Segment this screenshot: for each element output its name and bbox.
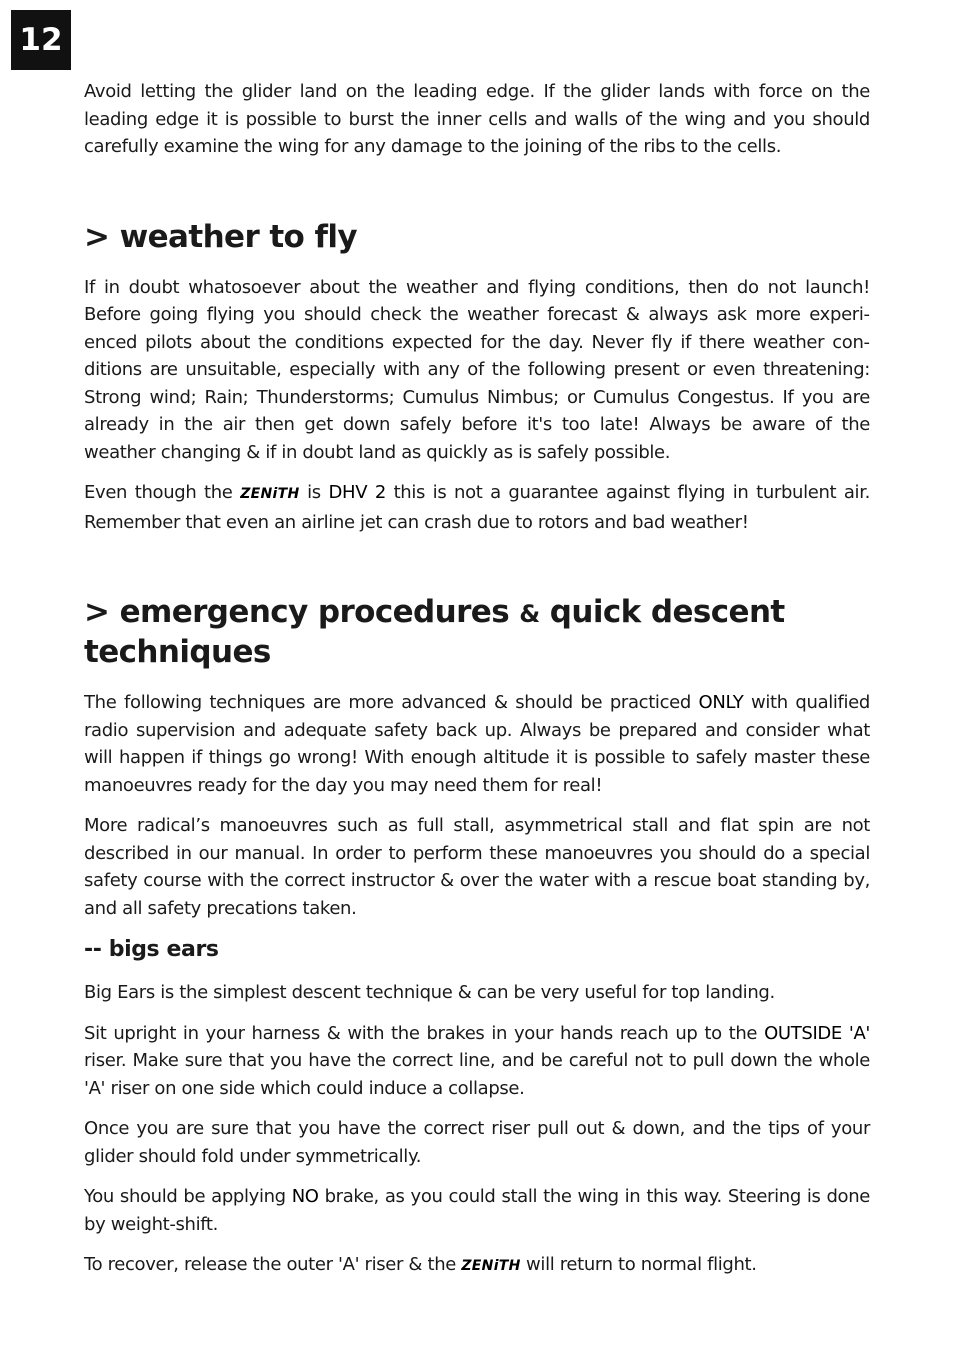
emphasis-no: NO bbox=[291, 1186, 319, 1207]
big-ears-paragraph-3: Once you are sure that you have the correct riser pull out & down, and the tips of your glider should fold under symmetrically. bbox=[84, 1118, 870, 1167]
heading-part: quick descent techniques bbox=[84, 594, 785, 670]
text-span: will return to normal flight. bbox=[520, 1254, 757, 1275]
dhv-rating: DHV 2 bbox=[328, 482, 386, 503]
subheading-big-ears: -- bigs ears bbox=[84, 937, 219, 962]
text-span: this is not a guarantee against flying in turbulent air. Remember that even an airline jet can crash due to rotors and bad weather! bbox=[84, 482, 870, 533]
big-ears-paragraph-1: Big Ears is the simplest descent technique & can be very useful for top landing. bbox=[84, 982, 775, 1003]
heading-part: > emergency procedures bbox=[84, 594, 520, 630]
emergency-paragraph-1 bbox=[84, 689, 870, 799]
big-ears-paragraph-5 bbox=[84, 1251, 870, 1281]
intro-paragraph: Avoid letting the glider land on the leading edge. If the glider lands with force on the leading edge it is possible to burst the inner cells and walls of the wing and you should carefully examine the wing for any damage to the joining of the ribs to the cells. bbox=[84, 81, 870, 157]
emergency-paragraph-2: More radical’s manoeuvres such as full stall, asymmetrical stall and flat spin are not described in our manual. In order to perform these manoeuvres you should do a special safety course with the correct instructor & over the water with a rescue boat standing by, and all safety precations taken. bbox=[84, 815, 870, 919]
text-span: You should be applying bbox=[84, 1186, 292, 1207]
text-span: Sit upright in your harness & with the brakes in your hands reach up to the bbox=[84, 1022, 765, 1044]
emphasis-outside-a: OUTSIDE 'A' bbox=[764, 1022, 871, 1044]
weather-paragraph-1: If in doubt whatosoever about the weather and flying conditions, then do not launch! Before going flying you should check the weather forecast & always ask more experienced pilots about the conditions expected for the day. Never fly if there weather conditions are unsuitable, especially with any of the following present or even threatening: Strong wind; Rain; Thunderstorms; Cumulus Nimbus; or Cumulus Congestus. If you are already in the air then get down safely before it's too late! Always be aware of the weather changing & if in doubt land as quickly as is safely possible. bbox=[84, 276, 870, 463]
zenith-logo: ZENiTH bbox=[461, 1258, 521, 1274]
text-span: with qualified radio supervision and adequate safety back up. Always be prepared and consider what will happen if things go wrong! With enough altitude it is possible to safely master these manoeuvres ready for the day you may need them for real! bbox=[84, 692, 870, 796]
text-span: The following techniques are more advanced & should be practiced bbox=[84, 692, 699, 713]
text-span: Even though the bbox=[84, 482, 241, 503]
text-span: To recover, release the outer 'A' riser & the bbox=[84, 1254, 462, 1275]
section-heading-emergency bbox=[84, 593, 870, 671]
text-span: brake, as you could stall the wing in this way. Steering is done by weight-shift. bbox=[84, 1186, 870, 1235]
page-content bbox=[84, 78, 870, 1294]
page-number: 12 bbox=[11, 10, 71, 70]
text-span: riser. Make sure that you have the correct line, and be careful not to pull down the whole 'A' riser on one side which could induce a collapse. bbox=[84, 1050, 870, 1099]
big-ears-paragraph-4 bbox=[84, 1183, 870, 1238]
weather-paragraph-2 bbox=[84, 479, 870, 536]
zenith-logo: ZENiTH bbox=[240, 486, 300, 502]
section-heading-weather: > weather to fly bbox=[84, 218, 357, 255]
big-ears-paragraph-2 bbox=[84, 1020, 870, 1103]
heading-ampersand: & bbox=[519, 600, 540, 628]
emphasis-only: ONLY bbox=[698, 692, 744, 713]
text-span: is bbox=[299, 482, 329, 503]
